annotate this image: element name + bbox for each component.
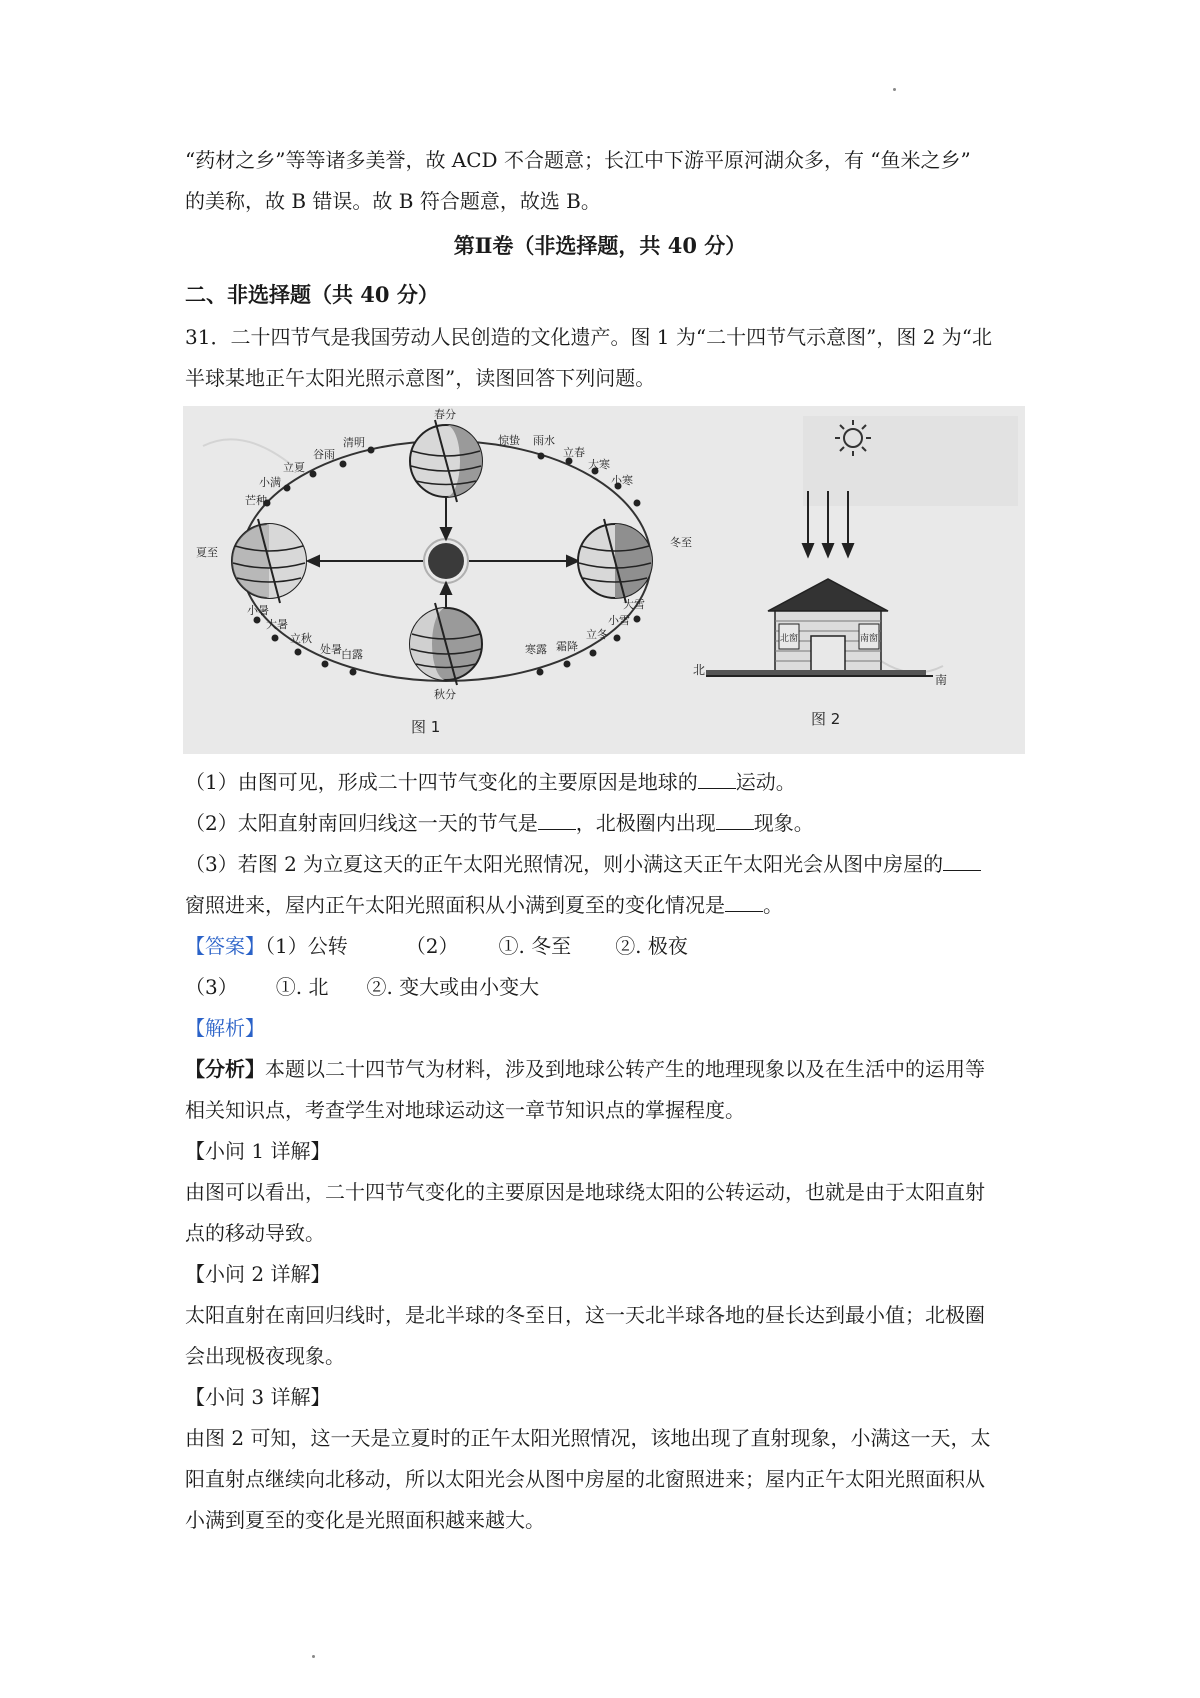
analysis-tag: 【解析】	[185, 1016, 265, 1040]
q2-detail-heading: 【小问 2 详解】	[185, 1262, 331, 1286]
analysis-fenxi-line-1	[185, 1055, 985, 1083]
answer-blank	[538, 811, 576, 830]
term-bailu: 白露	[341, 648, 363, 661]
analysis-fenxi-line-2: 相关知识点，考查学生对地球运动这一章节知识点的掌握程度。	[185, 1098, 745, 1122]
q3-detail-line-1: 由图 2 可知，这一天是立夏时的正午太阳光照情况，该地出现了直射现象，小满这一天，太	[185, 1426, 991, 1450]
answer-blank	[725, 893, 763, 912]
answer-line-2	[185, 973, 539, 1001]
term-xiaoshu: 小暑	[247, 604, 269, 617]
answer-blank	[698, 770, 736, 789]
answer-1: （1）公转	[265, 934, 348, 958]
question-31-line-1: 31．二十四节气是我国劳动人民创造的文化遗产。图 1 为“二十四节气示意图”，图 2 为“北	[185, 325, 993, 349]
answer-line-1	[185, 932, 688, 960]
q2-detail-line-1: 太阳直射在南回归线时，是北半球的冬至日，这一天北半球各地的昼长达到最小值；北极圈	[185, 1303, 985, 1327]
sub-question-1	[185, 768, 796, 796]
answer-tag: 【答案】	[185, 934, 265, 958]
north-label: 北	[693, 663, 706, 677]
term-lixia: 立夏	[283, 461, 305, 474]
sub-question-2	[185, 809, 814, 837]
term-yushui: 雨水	[533, 434, 555, 447]
fenxi-text-1: 本题以二十四节气为材料，涉及到地球公转产生的地理现象以及在生活中的运用等	[265, 1057, 985, 1081]
term-xiazhi: 夏至	[196, 546, 218, 559]
q1-detail-heading: 【小问 1 详解】	[185, 1139, 331, 1163]
q3-text-b: 窗照进来，屋内正午太阳光照面积从小满到夏至的变化情况是	[185, 893, 725, 917]
term-guyu: 谷雨	[313, 448, 335, 461]
term-dongzhi: 冬至	[670, 536, 692, 549]
term-lidong: 立冬	[586, 628, 608, 641]
term-mangzhong: 芒种	[245, 494, 267, 507]
q3-detail-line-3: 小满到夏至的变化是光照面积越来越大。	[185, 1508, 545, 1532]
answer-blank	[943, 852, 981, 871]
answer-2-part-2: ②. 极夜	[615, 934, 688, 958]
term-daxue: 大雪	[623, 598, 645, 611]
term-chushu: 处暑	[320, 643, 342, 656]
figure-panel	[183, 406, 1025, 754]
q3-detail-heading: 【小问 3 详解】	[185, 1385, 331, 1409]
figure-svg	[183, 406, 1025, 754]
term-lichun: 立春	[563, 446, 585, 459]
sub-question-3-line-2	[185, 891, 783, 919]
term-xiaoxue: 小雪	[608, 614, 630, 627]
scan-speck	[893, 88, 896, 91]
figure1-caption: 图 1	[411, 718, 441, 736]
term-xiaohan: 小寒	[611, 474, 633, 487]
south-label: 南	[935, 673, 948, 687]
term-liqiu: 立秋	[290, 632, 312, 645]
sun-icon	[428, 543, 464, 579]
term-qiufen: 秋分	[434, 688, 456, 701]
q1-detail-line-2: 点的移动导致。	[185, 1221, 325, 1245]
term-dashu: 大暑	[266, 618, 288, 631]
answer-3-part-1: ①. 北	[275, 975, 329, 999]
answer-3-part-2: ②. 变大或由小变大	[366, 975, 540, 999]
question-31-line-2: 半球某地正午太阳光照示意图”，读图回答下列问题。	[185, 366, 656, 390]
sub-question-3-line-1	[185, 850, 981, 878]
q2-text-c: 现象。	[753, 811, 814, 835]
fenxi-tag: 【分析】	[185, 1057, 265, 1081]
q1-text-a: （1）由图可见，形成二十四节气变化的主要原因是地球的	[185, 770, 698, 794]
term-chunfen: 春分	[434, 408, 456, 421]
term-hanlu: 寒露	[525, 643, 547, 656]
ground-line	[706, 670, 933, 676]
answer-2-label: （2）	[405, 934, 459, 958]
q2-text-a: （2）太阳直射南回归线这一天的节气是	[185, 811, 538, 835]
q3-detail-line-2: 阳直射点继续向北移动，所以太阳光会从图中房屋的北窗照进来；屋内正午太阳光照面积从	[185, 1467, 985, 1491]
term-xiaoman: 小满	[259, 476, 281, 489]
top-text-line-1: “药材之乡”等等诸多美誉，故 ACD 不合题意；长江中下游平原河湖众多，有 “鱼米之乡”	[185, 148, 971, 172]
q1-text-b: 运动。	[735, 770, 796, 794]
q2-detail-line-2: 会出现极夜现象。	[185, 1344, 345, 1368]
term-jingzhe: 惊蛰	[498, 434, 520, 447]
top-text-line-2: 的美称，故 B 错误。故 B 符合题意，故选 B。	[185, 189, 601, 213]
figure2-caption: 图 2	[811, 710, 841, 728]
section-title: 第Ⅱ卷（非选择题，共 40 分）	[453, 233, 747, 258]
north-window-label: 北窗	[780, 634, 799, 644]
q3-text-c: 。	[763, 893, 783, 917]
answer-blank	[716, 811, 754, 830]
q3-text-a: （3）若图 2 为立夏这天的正午太阳光照情况，则小满这天正午太阳光会从图中房屋的	[185, 852, 944, 876]
answer-2-part-1: ①. 冬至	[498, 934, 572, 958]
south-window-label: 南窗	[860, 634, 879, 644]
section-heading: 二、非选择题（共 40 分）	[185, 282, 439, 307]
answer-3-label: （3）	[185, 975, 238, 999]
q1-detail-line-1: 由图可以看出，二十四节气变化的主要原因是地球绕太阳的公转运动，也就是由于太阳直射	[185, 1180, 985, 1204]
q2-text-b: ，北极圈内出现	[575, 811, 716, 835]
term-qingming: 清明	[343, 436, 365, 449]
term-shuangjiang: 霜降	[556, 640, 578, 653]
scan-speck	[312, 1655, 315, 1658]
term-dahan: 大寒	[588, 458, 610, 471]
